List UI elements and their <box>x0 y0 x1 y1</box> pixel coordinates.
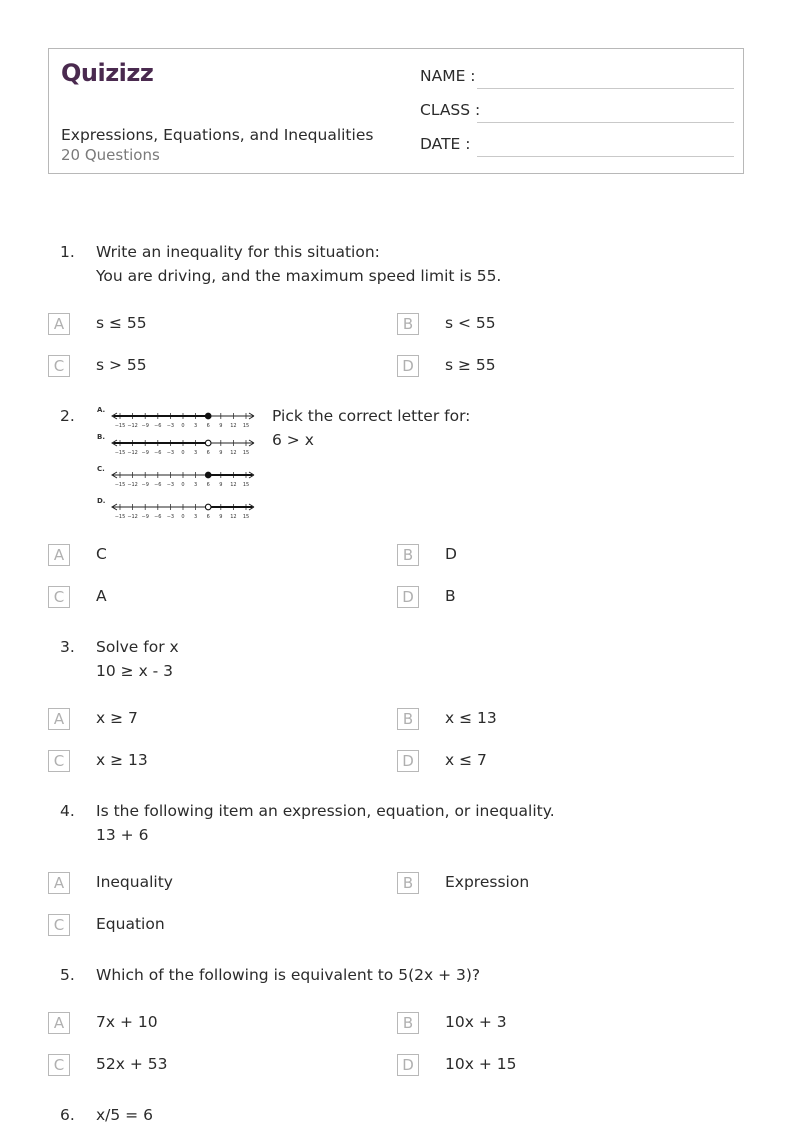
option-letter-box: D <box>397 750 419 772</box>
option-letter-box: B <box>397 1012 419 1034</box>
open-point <box>205 440 211 446</box>
question-number: 3. <box>60 638 75 656</box>
option-text: Expression <box>445 873 530 891</box>
option-letter-box: C <box>48 750 70 772</box>
question-text-line-1: Write an inequality for this situation: <box>96 243 380 261</box>
question-text-line-2: 10 ≥ x - 3 <box>96 662 174 680</box>
tick-label: 6 <box>206 514 210 520</box>
tick-label: 12 <box>230 450 237 456</box>
tick-label: 9 <box>219 482 223 488</box>
worksheet-header <box>48 48 744 174</box>
question-text-line-2: You are driving, and the maximum speed limit is 55. <box>96 267 502 285</box>
tick-label: −12 <box>127 450 138 456</box>
tick-label: 9 <box>219 423 223 429</box>
option-letter-box: D <box>397 1054 419 1076</box>
option-text: s ≤ 55 <box>96 314 147 332</box>
date-label: DATE : <box>420 135 471 153</box>
tick-label: −9 <box>141 423 149 429</box>
option-letter-box: D <box>397 355 419 377</box>
tick-label: −12 <box>127 423 138 429</box>
class-field[interactable] <box>420 101 734 125</box>
option-text: x ≤ 13 <box>445 709 497 727</box>
tick-label: −12 <box>127 482 138 488</box>
option-letter-box: B <box>397 708 419 730</box>
option-letter-box: A <box>48 708 70 730</box>
tick-label: 3 <box>194 423 198 429</box>
tick-label: −6 <box>154 482 162 488</box>
option-letter-box: B <box>397 872 419 894</box>
tick-label: 15 <box>242 482 250 488</box>
option-text: 10x + 3 <box>445 1013 507 1031</box>
option-letter-box: C <box>48 914 70 936</box>
date-field[interactable] <box>420 135 734 159</box>
tick-label: 0 <box>181 514 185 520</box>
option-letter-box: A <box>48 313 70 335</box>
option-text: x ≥ 7 <box>96 709 138 727</box>
tick-label: 0 <box>181 423 185 429</box>
question-number: 1. <box>60 243 75 261</box>
closed-point <box>205 472 211 478</box>
tick-label: 3 <box>194 482 198 488</box>
number-line-label: B. <box>97 433 105 441</box>
option-letter-box: C <box>48 586 70 608</box>
option-letter-box: B <box>397 313 419 335</box>
question-number: 6. <box>60 1106 75 1124</box>
tick-label: 12 <box>230 482 237 488</box>
tick-label: 6 <box>206 423 210 429</box>
tick-label: 9 <box>219 514 223 520</box>
option-letter-box: A <box>48 1012 70 1034</box>
tick-label: 12 <box>230 514 237 520</box>
name-label: NAME : <box>420 67 476 85</box>
option-text: x ≤ 7 <box>445 751 487 769</box>
tick-label: 3 <box>194 450 198 456</box>
option-text: Inequality <box>96 873 173 891</box>
tick-label: −9 <box>141 482 149 488</box>
question-number: 2. <box>60 407 75 425</box>
tick-label: −6 <box>154 450 162 456</box>
option-letter-box: D <box>397 586 419 608</box>
option-text: Equation <box>96 915 165 933</box>
tick-label: 3 <box>194 514 198 520</box>
tick-label: −9 <box>141 514 149 520</box>
tick-label: −15 <box>114 450 126 456</box>
tick-label: 0 <box>181 450 185 456</box>
open-point <box>205 504 211 510</box>
question-number: 4. <box>60 802 75 820</box>
tick-label: 9 <box>219 450 223 456</box>
tick-label: −9 <box>141 450 149 456</box>
tick-label: 0 <box>181 482 185 488</box>
closed-point <box>205 413 211 419</box>
tick-label: 15 <box>242 514 250 520</box>
tick-label: −6 <box>154 514 162 520</box>
tick-label: −3 <box>166 450 175 456</box>
question-text-line-1: Is the following item an expression, equation, or inequality. <box>96 802 555 820</box>
question-text-line-1: Solve for x <box>96 638 179 656</box>
option-text: x ≥ 13 <box>96 751 148 769</box>
option-text: s > 55 <box>96 356 147 374</box>
question-text-line-1: x/5 = 6 <box>96 1106 153 1124</box>
tick-label: −15 <box>114 514 126 520</box>
option-text: 10x + 15 <box>445 1055 517 1073</box>
tick-label: −3 <box>166 514 175 520</box>
option-letter-box: A <box>48 544 70 566</box>
option-letter-box: A <box>48 872 70 894</box>
option-text: B <box>445 587 456 605</box>
option-text: s ≥ 55 <box>445 356 496 374</box>
tick-label: 6 <box>206 450 210 456</box>
number-line-label: D. <box>97 497 106 505</box>
option-text: s < 55 <box>445 314 496 332</box>
option-text: 52x + 53 <box>96 1055 168 1073</box>
question-text-line-1: Pick the correct letter for: <box>272 407 471 425</box>
date-line[interactable] <box>477 156 734 157</box>
tick-label: −12 <box>127 514 138 520</box>
option-letter-box: C <box>48 1054 70 1076</box>
option-text: D <box>445 545 457 563</box>
question-text-line-2: 6 > x <box>272 431 314 449</box>
option-text: A <box>96 587 107 605</box>
name-line[interactable] <box>477 88 734 89</box>
logo-text: Quizizz <box>61 59 154 87</box>
question-count: 20 Questions <box>61 146 160 164</box>
tick-label: −6 <box>154 423 162 429</box>
name-field[interactable] <box>420 67 734 91</box>
tick-label: 6 <box>206 482 210 488</box>
number-lines-image <box>96 404 260 522</box>
option-letter-box: C <box>48 355 70 377</box>
tick-label: −3 <box>166 423 175 429</box>
question-number: 5. <box>60 966 75 984</box>
class-label: CLASS : <box>420 101 481 119</box>
tick-label: −15 <box>114 482 126 488</box>
question-text-line-1: Which of the following is equivalent to 5(2x + 3)? <box>96 966 481 984</box>
tick-label: 15 <box>242 450 250 456</box>
class-line[interactable] <box>477 122 734 123</box>
tick-label: −3 <box>166 482 175 488</box>
option-text: 7x + 10 <box>96 1013 158 1031</box>
number-line-label: C. <box>97 465 105 473</box>
quizizz-logo <box>61 59 153 87</box>
number-line-label: A. <box>97 406 106 414</box>
tick-label: 15 <box>242 423 250 429</box>
option-text: C <box>96 545 107 563</box>
tick-label: −15 <box>114 423 126 429</box>
worksheet-title: Expressions, Equations, and Inequalities <box>61 126 374 144</box>
option-letter-box: B <box>397 544 419 566</box>
tick-label: 12 <box>230 423 237 429</box>
question-text-line-2: 13 + 6 <box>96 826 149 844</box>
